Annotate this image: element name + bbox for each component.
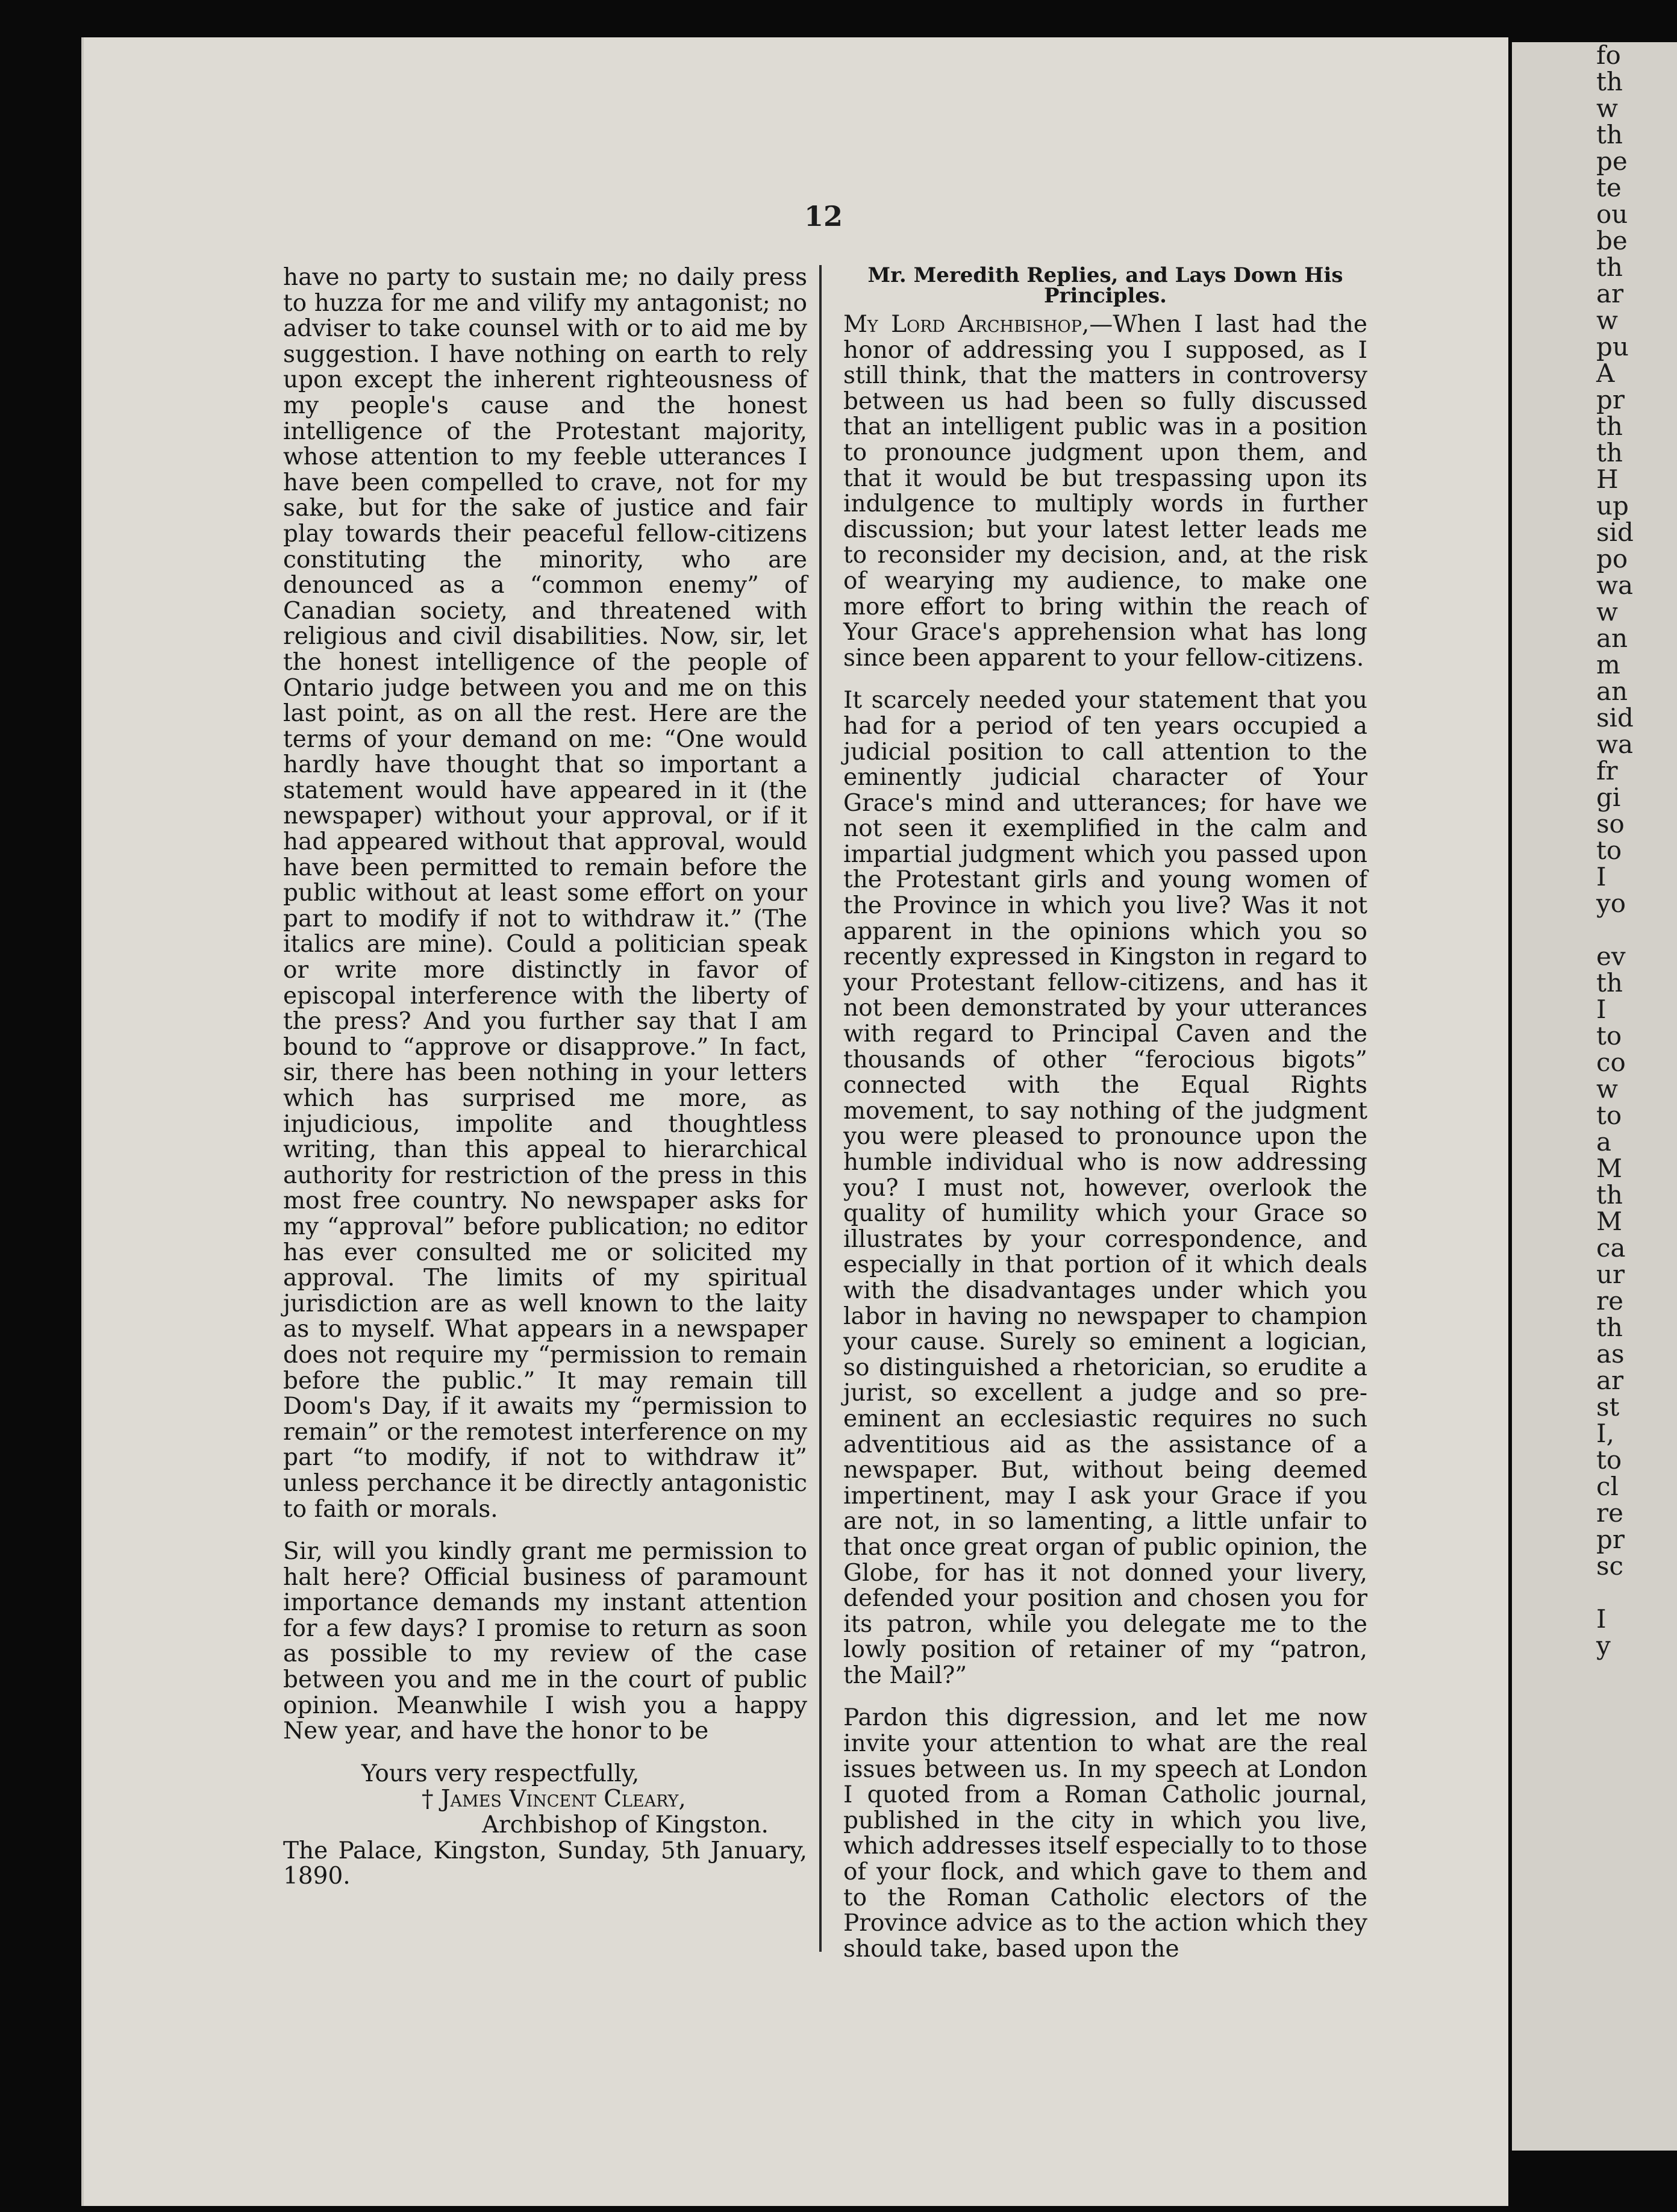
adjacent-page-text-fragment: th: [1596, 252, 1623, 282]
adjacent-page-text-fragment: te: [1596, 173, 1622, 202]
adjacent-page-text-fragment: to: [1596, 1021, 1622, 1051]
adjacent-page-text-fragment: to: [1596, 1101, 1622, 1130]
adjacent-page-text-fragment: th: [1596, 968, 1623, 998]
adjacent-page-text-fragment: M: [1596, 1207, 1623, 1236]
adjacent-page-text-fragment: w: [1596, 597, 1618, 626]
column-divider: [819, 265, 822, 1952]
adjacent-page-text-fragment: pr: [1596, 385, 1625, 414]
adjacent-page-text-fragment: th: [1596, 411, 1623, 441]
adjacent-page-text-fragment: sid: [1596, 703, 1634, 733]
adjacent-page-text-fragment: H: [1596, 464, 1619, 494]
letter-closing-paragraph: Sir, will you kindly grant me permission to halt here? Official business of paramount importance demands my instant attention for a few days? I promise to return as soon as possible to my review of the case between you and me in the court of public opinion. Meanwhile I wish you a happy New year, and have the honor to be: [283, 1538, 807, 1745]
adjacent-page-text-fragment: as: [1596, 1339, 1625, 1369]
dateline: The Palace, Kingston, Sunday, 5th January, 1890.: [283, 1837, 807, 1890]
adjacent-page-text-fragment: I: [1596, 862, 1607, 892]
adjacent-page-text-fragment: I: [1596, 1604, 1607, 1634]
adjacent-page-text-fragment: yo: [1596, 889, 1626, 918]
signature-title: Archbishop of Kingston.: [482, 1811, 769, 1839]
salutation: My Lord Archbishop,: [843, 311, 1090, 338]
adjacent-page-text-fragment: cl: [1596, 1472, 1619, 1501]
adjacent-page-text-fragment: m: [1596, 650, 1620, 680]
adjacent-page-text-fragment: sid: [1596, 517, 1634, 547]
adjacent-page-text-fragment: fr: [1596, 756, 1618, 786]
adjacent-page-text-fragment: be: [1596, 226, 1628, 255]
adjacent-page-text-fragment: an: [1596, 623, 1628, 653]
adjacent-page-text-fragment: y: [1596, 1631, 1611, 1660]
complimentary-close: Yours very respectfully,: [361, 1760, 640, 1787]
adjacent-page-text-fragment: co: [1596, 1048, 1626, 1077]
page-number: 12: [804, 200, 843, 233]
adjacent-page-text-fragment: w: [1596, 305, 1618, 335]
adjacent-page-text-fragment: sc: [1596, 1551, 1624, 1581]
adjacent-page-text-fragment: M: [1596, 1154, 1623, 1183]
adjacent-page-text-fragment: ou: [1596, 199, 1628, 229]
letter-body-paragraph: Pardon this digression, and let me now invite your attention to what are the real issues between us. In my speech at London I quoted from a Roman Catholic journal, published in the city in which you live, which addresses itself especially to to those of your flock, and which gave to them and to the Roman Catholic electors of the Province advice as to the action which they should take, based upon the: [843, 1704, 1367, 1963]
adjacent-page-text-fragment: fo: [1596, 42, 1621, 70]
adjacent-page-text-fragment: ev: [1596, 942, 1626, 971]
adjacent-page-text-fragment: po: [1596, 544, 1628, 573]
left-column: [283, 265, 807, 1890]
adjacent-page-text-fragment: ar: [1596, 279, 1624, 308]
adjacent-page-text-fragment: up: [1596, 491, 1629, 520]
letter-opening-paragraph: [843, 312, 1367, 671]
adjacent-page-text-fragment: re: [1596, 1286, 1623, 1316]
adjacent-page-text-fragment: so: [1596, 809, 1625, 839]
adjacent-page-text-fragment: to: [1596, 1445, 1622, 1475]
adjacent-page-text-fragment: A: [1596, 358, 1615, 388]
adjacent-page-text-fragment: w: [1596, 1074, 1618, 1104]
adjacent-page-text-fragment: w: [1596, 93, 1618, 123]
adjacent-page-text-fragment: ca: [1596, 1233, 1626, 1263]
adjacent-page-text-fragment: st: [1596, 1392, 1620, 1422]
right-column: [843, 265, 1367, 1979]
adjacent-page-text-fragment: ar: [1596, 1366, 1624, 1395]
adjacent-page-text-fragment: th: [1596, 120, 1623, 149]
signature-name: † James Vincent Cleary,: [422, 1786, 686, 1813]
adjacent-page-text-fragment: gi: [1596, 783, 1621, 812]
letter-body-paragraph: have no party to sustain me; no daily press to huzza for me and vilify my antagonist; no adviser to take counsel with or to aid me by suggestion. I have nothing on earth to rely upon except the inherent righteousness of my people's cause and the honest intelligence of the Protestant majority, whose attention to my feeble utterances I have been compelled to crave, not for my sake, but for the sake of justice and fair play towards their peaceful fellow-citizens constituting the minority, who are denounced as a “common enemy” of Canadian society, and threatened with religious and civil disabilities. Now, sir, let the honest intelligence of the people of Ontario judge between you and me on this last point, as on all the rest. Here are the terms of your demand on me: “One would hardly have thought that so important a statement would have appeared in it (the newspaper) without your approval, or if it had appeared without that approval, would have been permitted to remain before the public without at least some effort on your part to modify if not to withdraw it.” (The italics are mine). Could a politician speak or write more distinctly in favor of episcopal interference with the liberty of the press? And you further say that I am bound to “approve or disapprove.” In fact, sir, there has been nothing in your letters which has surprised me more, as injudicious, impolite and thoughtless writing, than this appeal to hierarchical authority for restriction of the press in this most free country. No newspaper asks for my “approval” before publication; no editor has ever consulted me or solicited my approval. The limits of my spiritual jurisdiction are as well known to the laity as to myself. What appears in a newspaper does not require my “permission to remain before the public.” It may remain till Doom's Day, if it awaits my “permission to remain” or the remotest interference on my part “to modify, if not to withdraw it” unless perchance it be directly antagonistic to faith or morals.: [283, 264, 807, 1523]
opening-text: —When I last had the honor of addressing you I supposed, as I still think, that the matters in controversy between us had been so fully discussed that an intelligent public was in a position to pronounce judgment upon them, and that it would be but trespassing upon its indulgence to multiply words in further discussion; but your latest letter leads me to reconsider my decision, and, at the risk of wearying my audience, to make one more effort to bring within the reach of Your Grace's apprehension what has long since been apparent to your fellow-citizens.: [843, 311, 1367, 672]
adjacent-page-text-fragment: ur: [1596, 1260, 1625, 1289]
adjacent-page-text-fragment: pr: [1596, 1525, 1625, 1554]
adjacent-page-text-fragment: re: [1596, 1498, 1623, 1528]
adjacent-page-text-fragment: wa: [1596, 730, 1633, 759]
adjacent-page-text-fragment: [1512, 917, 1677, 943]
adjacent-page-text-fragment: th: [1596, 438, 1623, 467]
adjacent-page-text-fragment: th: [1596, 67, 1623, 96]
adjacent-page-edge: [1512, 42, 1677, 2151]
adjacent-page-text-fragment: to: [1596, 836, 1622, 865]
adjacent-page-text-fragment: I: [1596, 995, 1607, 1024]
adjacent-page-text-fragment: pu: [1596, 332, 1629, 361]
adjacent-page-text-fragment: wa: [1596, 570, 1633, 600]
adjacent-page-text-fragment: a: [1596, 1127, 1612, 1157]
adjacent-page-text-fragment: th: [1596, 1313, 1623, 1342]
adjacent-page-text-fragment: th: [1596, 1180, 1623, 1210]
adjacent-page-text-fragment: [1512, 1579, 1677, 1606]
letter-body-paragraph: It scarcely needed your statement that you had for a period of ten years occupied a judicial position to call attention to the eminently judicial character of Your Grace's mind and utterances; for have we not seen it exemplified in the calm and impartial judgment which you passed upon the Protestant girls and young women of the Province in which you live? Was it not apparent in the opinions which you so recently expressed in Kingston in regard to your Protestant fellow-citizens, and has it not been demonstrated by your utterances with regard to Principal Caven and the thousands of other “ferocious bigots” connected with the Equal Rights movement, to say nothing of the judgment you were pleased to pronounce upon the humble individual who is now addressing you? I must not, however, overlook the quality of humility which your Grace so illustrates by your correspondence, and especially in that portion of it which deals with the disadvantages under which you labor in having no newspaper to champion your cause. Surely so eminent a logician, so distinguished a rhetorician, so erudite a jurist, so excellent a judge and so pre-eminent an ecclesiastic requires no such adventitious aid as the assistance of a newspaper. But, without being deemed impertinent, may I ask your Grace if you are not, in so lamenting, a little unfair to that once great organ of public opinion, the Globe, for has it not donned your livery, defended your position and chosen you for its patron, while you delegate me to the lowly position of retainer of my “patron, the Mail?”: [843, 687, 1367, 1689]
adjacent-page-text-fragment: an: [1596, 676, 1628, 706]
adjacent-page-text-fragment: pe: [1596, 146, 1628, 176]
article-heading: Mr. Meredith Replies, and Lays Down His Principles.: [867, 263, 1343, 308]
adjacent-page-text-fragment: I,: [1596, 1419, 1614, 1448]
